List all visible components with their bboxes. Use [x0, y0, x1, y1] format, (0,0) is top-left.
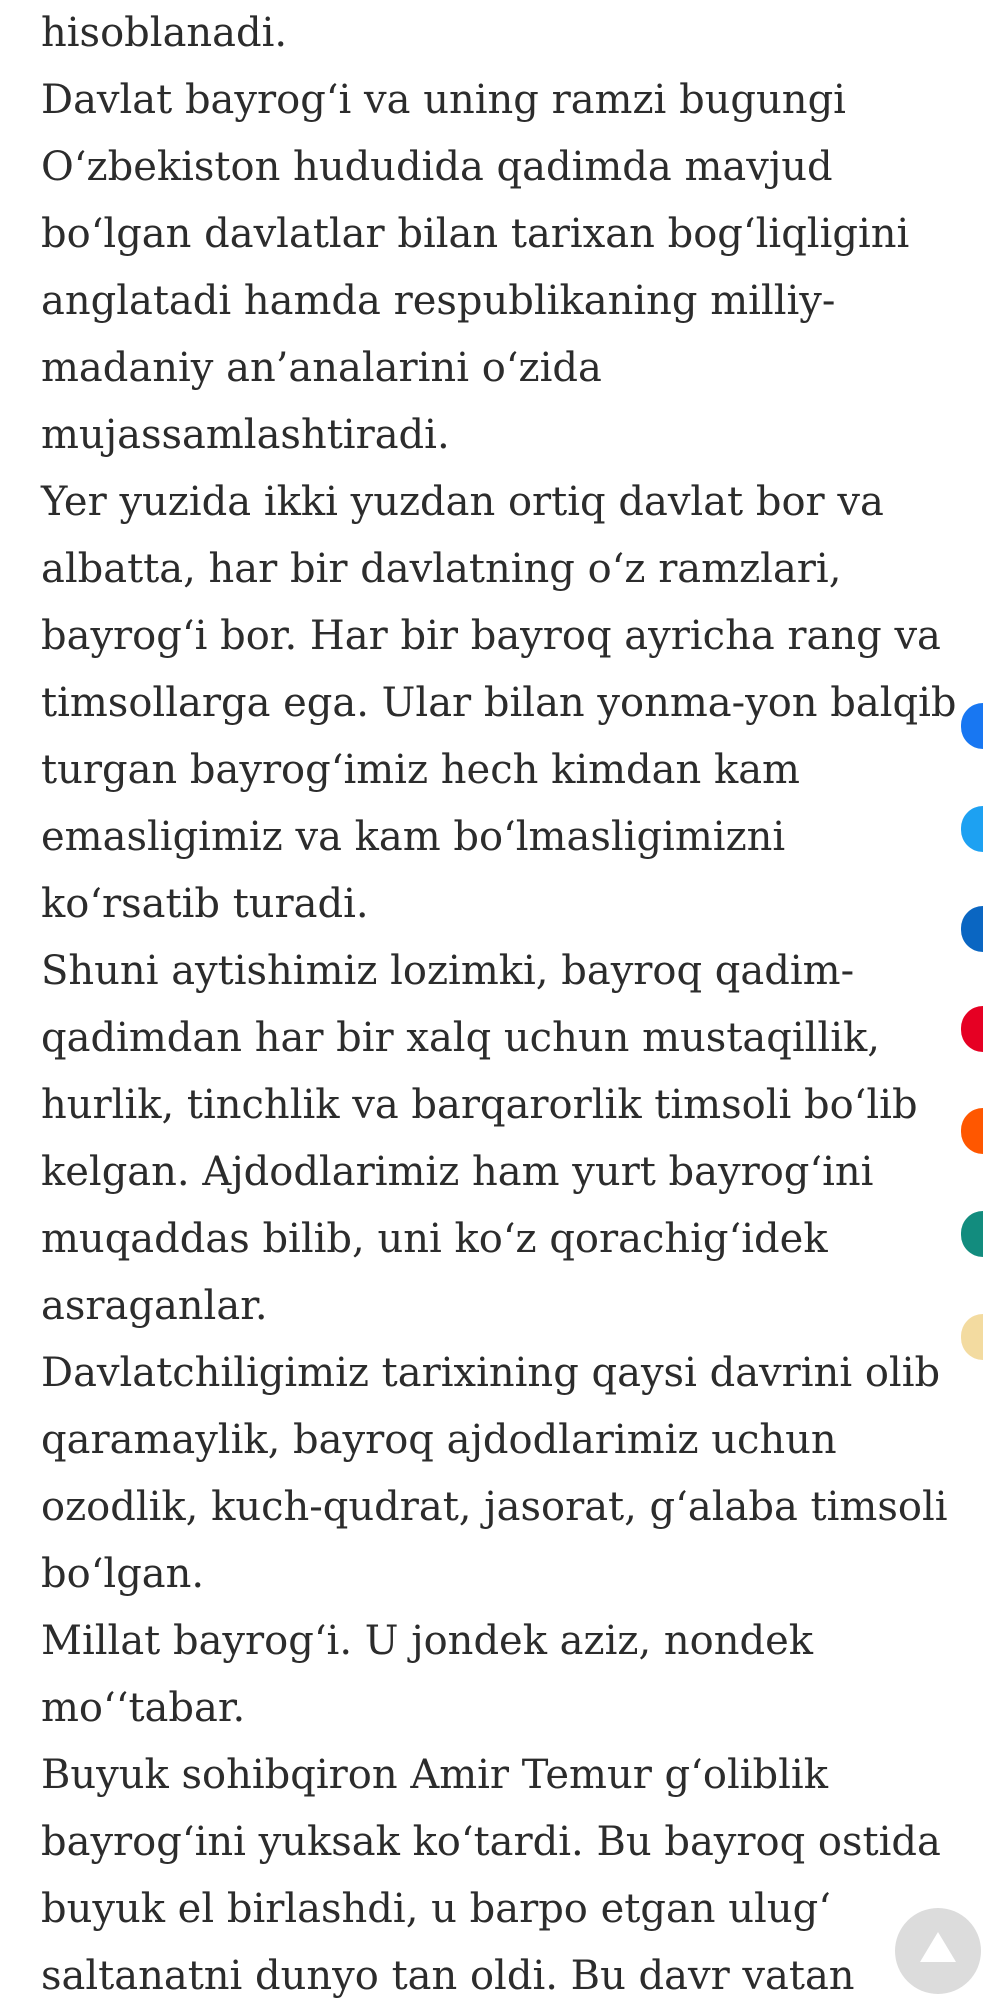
article-line: hurlik, tinchlik va barqarorlik timsoli bo‘lib [41, 1082, 918, 1128]
article-line: hisoblanadi. [41, 10, 288, 56]
article-line: buyuk el birlashdi, u barpo etgan ulug‘ [41, 1886, 831, 1932]
article-line: asraganlar. [41, 1283, 268, 1329]
article-line: Buyuk sohibqiron Amir Temur g‘oliblik [41, 1752, 828, 1798]
article-line: ko‘rsatib turadi. [41, 881, 369, 927]
article-line: bo‘lgan davlatlar bilan tarixan bog‘liqligini [41, 211, 910, 257]
article-line: bayrog‘ini yuksak ko‘tardi. Bu bayroq ostida [41, 1819, 941, 1865]
article-line: O‘zbekiston hududida qadimda mavjud [41, 144, 833, 190]
article-line: albatta, har bir davlatning o‘z ramzlari, [41, 546, 842, 592]
article-line: muqaddas bilib, uni ko‘z qorachig‘idek [41, 1216, 828, 1262]
article-line: Shuni aytishimiz lozimki, bayroq qadim- [41, 948, 855, 994]
article-line: bo‘lgan. [41, 1551, 205, 1597]
article-line: turgan bayrog‘imiz hech kimdan kam [41, 747, 800, 793]
scroll-to-top-button[interactable] [895, 1908, 981, 1994]
article-line: bayrog‘i bor. Har bir bayroq ayricha rang va [41, 613, 941, 659]
article-line: mujassamlashtiradi. [41, 412, 450, 458]
article-body [41, 0, 983, 2010]
triangle-up-icon [920, 1932, 956, 1962]
article-line: emasligimiz va kam bo‘lmasligimizni [41, 814, 786, 860]
article-line: Millat bayrog‘i. U jondek aziz, nondek [41, 1618, 814, 1664]
article-line: qaramaylik, bayroq ajdodlarimiz uchun [41, 1417, 837, 1463]
article-line: qadimdan har bir xalq uchun mustaqillik, [41, 1015, 880, 1061]
article-line: Davlat bayrog‘i va uning ramzi bugungi [41, 77, 846, 123]
article-line: ozodlik, kuch-qudrat, jasorat, g‘alaba timsoli [41, 1484, 948, 1530]
article-line: Davlatchiligimiz tarixining qaysi davrini olib [41, 1350, 941, 1396]
article-line: anglatadi hamda respublikaning milliy- [41, 278, 836, 324]
article-line: mo‘‘tabar. [41, 1685, 246, 1731]
article-line: saltanatni dunyo tan oldi. Bu davr vatan [41, 1953, 855, 1999]
article-line: Yer yuzida ikki yuzdan ortiq davlat bor va [41, 479, 884, 525]
article-line: kelgan. Ajdodlarimiz ham yurt bayrog‘ini [41, 1149, 874, 1195]
article-line: madaniy an’analarini o‘zida [41, 345, 602, 391]
article-line: timsollarga ega. Ular bilan yonma-yon balqib [41, 680, 957, 726]
